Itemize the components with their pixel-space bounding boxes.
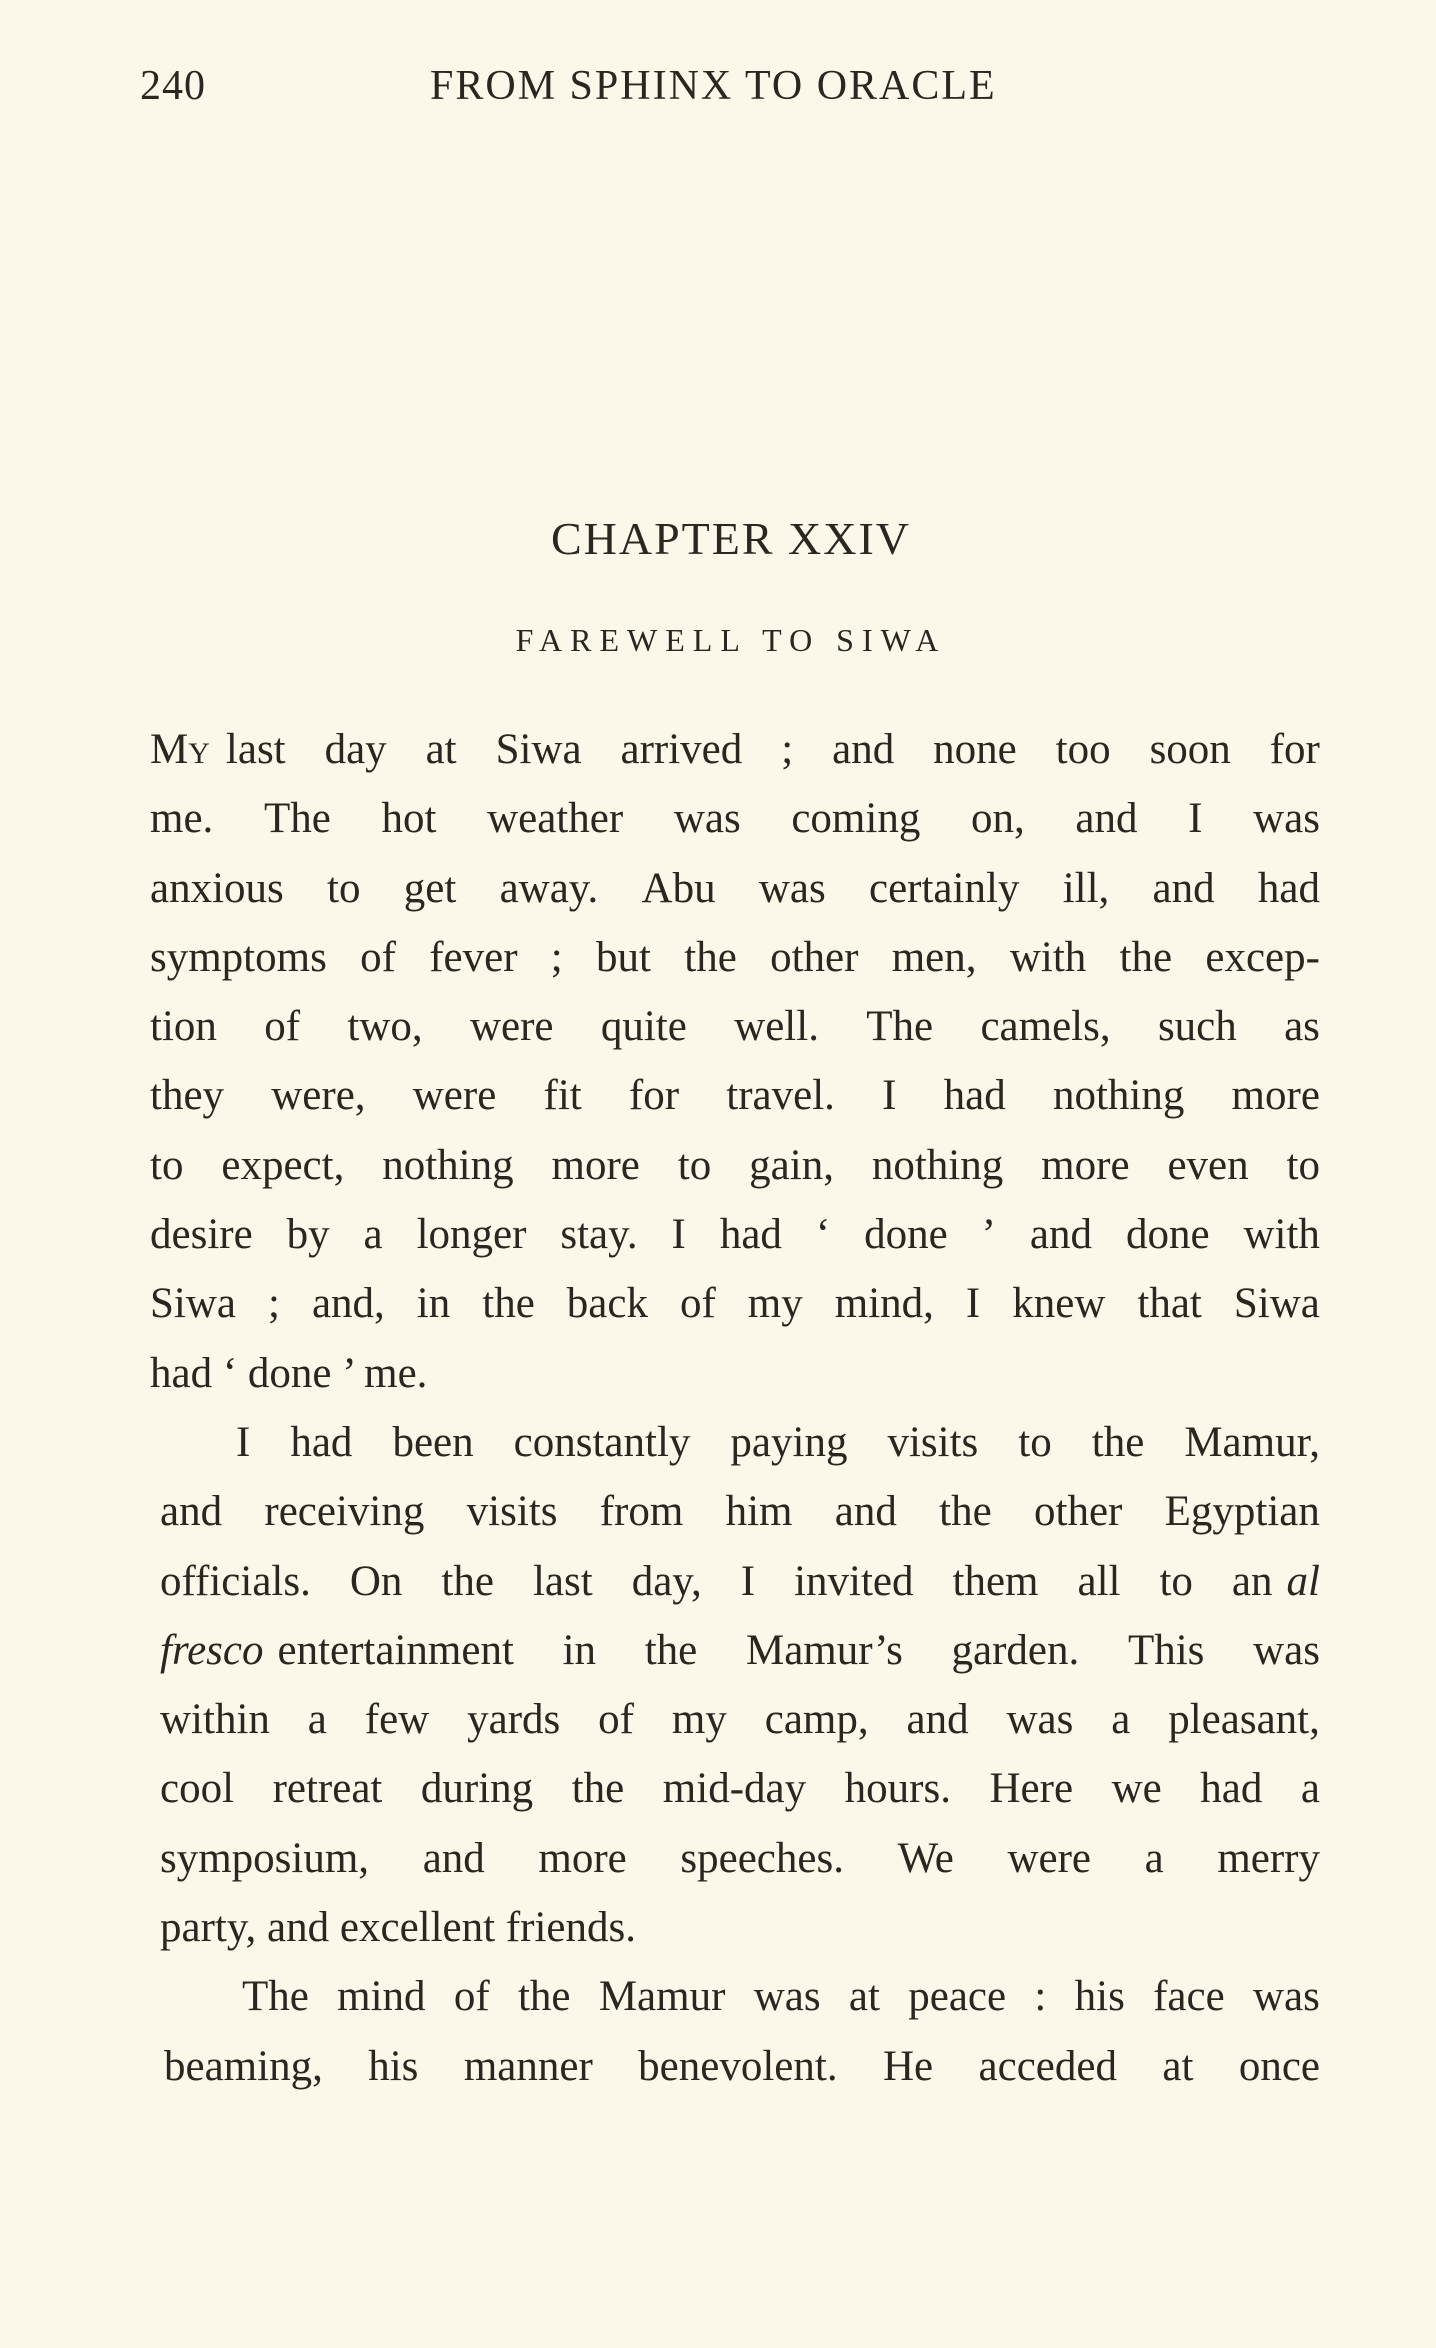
word: all <box>1077 1557 1121 1605</box>
word: speeches. <box>680 1834 844 1882</box>
word: quite <box>600 1003 687 1051</box>
word: his <box>1074 1973 1125 2021</box>
word: camels, <box>980 1003 1111 1051</box>
word: of <box>360 933 396 981</box>
text-line <box>150 992 1320 1061</box>
word: soon <box>1149 726 1231 773</box>
word: back <box>566 1280 648 1328</box>
word: mid-day <box>662 1765 807 1813</box>
word: arrived <box>620 726 743 773</box>
word: to <box>150 1141 184 1189</box>
text-line <box>150 1200 1320 1269</box>
word: and, <box>311 1280 385 1328</box>
word: Egyptian <box>1164 1488 1320 1536</box>
word: camp, <box>764 1696 869 1744</box>
chapter-title: CHAPTER XXIV <box>550 513 912 564</box>
page-number: 240 <box>140 63 206 109</box>
word: fit <box>543 1072 582 1120</box>
word: beaming, <box>164 2042 323 2090</box>
word: had <box>943 1072 1006 1120</box>
word: with <box>1243 1211 1320 1259</box>
running-head <box>140 62 1320 122</box>
text-line <box>150 1962 1320 2031</box>
word: done <box>864 1211 948 1259</box>
word: were, <box>271 1072 366 1120</box>
line-text <box>160 1824 1320 1893</box>
line-text: had ‘ done ’ me. <box>150 1349 428 1397</box>
word: I <box>236 1418 251 1466</box>
word: This <box>1127 1626 1205 1674</box>
word: The <box>866 1003 934 1051</box>
word: on, <box>970 795 1025 843</box>
word: more <box>551 1141 640 1189</box>
word: had <box>1200 1765 1263 1813</box>
word: certainly <box>869 864 1020 912</box>
word: a <box>363 1211 383 1259</box>
line-text: party, and excellent friends. <box>160 1904 636 1952</box>
word: ’ <box>981 1211 996 1259</box>
line-text <box>160 1547 1273 1616</box>
word: day, <box>631 1557 702 1605</box>
word: expect, <box>221 1141 345 1189</box>
word: other <box>1034 1488 1123 1536</box>
word: and <box>160 1488 223 1536</box>
word: was <box>1253 795 1320 843</box>
word: weather <box>487 795 624 843</box>
word: the <box>1119 933 1173 981</box>
word: pleasant, <box>1168 1696 1320 1744</box>
word: ill, <box>1062 864 1110 912</box>
word: was <box>1253 1626 1320 1674</box>
text-line <box>150 1131 1320 1200</box>
word: hours. <box>844 1765 951 1813</box>
word: to <box>677 1141 712 1189</box>
word: visits <box>466 1488 558 1536</box>
word: during <box>420 1765 534 1813</box>
word: to <box>1159 1557 1193 1605</box>
word: Mamur <box>598 1973 726 2021</box>
word: was <box>673 795 741 843</box>
line-text <box>160 1685 1320 1754</box>
word: even <box>1167 1141 1249 1189</box>
word: the <box>939 1488 992 1536</box>
word: had <box>719 1211 782 1259</box>
word: The <box>242 1973 309 2021</box>
word: and <box>1029 1211 1092 1259</box>
line-text <box>150 784 1320 853</box>
word: garden. <box>951 1626 1080 1674</box>
word: and <box>834 1488 897 1536</box>
word: a <box>1111 1696 1131 1744</box>
word: travel. <box>726 1072 835 1120</box>
word: Mamur, <box>1184 1418 1320 1466</box>
word: day <box>324 726 387 773</box>
word: the <box>517 1973 571 2021</box>
word: none <box>933 726 1017 773</box>
word: away. <box>499 864 599 912</box>
line-text <box>150 923 1320 992</box>
word: a <box>1144 1834 1164 1882</box>
word: paying <box>730 1418 848 1466</box>
text-line <box>150 1893 1320 1962</box>
word: entertainment <box>277 1626 514 1674</box>
word: and <box>1152 864 1215 912</box>
text-line <box>150 1824 1320 1893</box>
word: : <box>1034 1973 1047 2021</box>
text-line <box>150 1061 1320 1130</box>
word: to <box>327 864 361 912</box>
word: hot <box>381 795 437 843</box>
line-text <box>242 1962 1320 2031</box>
word: Mamur’s <box>745 1626 903 1674</box>
word: was <box>758 864 826 912</box>
word: Abu <box>641 864 716 912</box>
word: done <box>1125 1211 1210 1259</box>
word: I <box>740 1557 756 1605</box>
word: but <box>596 933 651 981</box>
word: retreat <box>272 1765 383 1813</box>
word: more <box>1231 1072 1320 1120</box>
line-text <box>160 1477 1320 1546</box>
word: such <box>1157 1003 1237 1051</box>
word: two, <box>347 1003 423 1051</box>
word: nothing <box>871 1141 1004 1189</box>
word: a <box>307 1696 327 1744</box>
word: other <box>770 933 859 981</box>
word: few <box>364 1696 430 1744</box>
word: me. <box>150 795 214 843</box>
word: visits <box>887 1418 979 1466</box>
word: to <box>1018 1418 1052 1466</box>
word: I <box>1188 795 1203 843</box>
line-text <box>150 854 1320 923</box>
word: in <box>416 1280 451 1328</box>
word: merry <box>1217 1834 1320 1882</box>
word: tion <box>150 1003 217 1051</box>
text-line <box>150 1339 1320 1408</box>
word: the <box>684 933 737 981</box>
word: face <box>1153 1973 1225 2021</box>
word: an <box>1231 1557 1273 1605</box>
word: constantly <box>513 1418 691 1466</box>
line-text <box>164 2032 1320 2101</box>
text-line <box>150 715 1320 784</box>
line-text <box>150 1131 1320 1200</box>
word: at <box>1162 2042 1194 2090</box>
word: the <box>1091 1418 1145 1466</box>
word: fever <box>429 933 518 981</box>
word: as <box>1284 1003 1320 1051</box>
word: On <box>349 1557 403 1605</box>
word: invited <box>794 1557 914 1605</box>
word: We <box>897 1834 954 1882</box>
chapter-subtitle: FAREWELL TO SIWA <box>515 622 947 658</box>
word: last <box>532 1557 593 1605</box>
word: peace <box>908 1973 1007 2021</box>
word: of <box>598 1696 634 1744</box>
line-text <box>150 1061 1320 1130</box>
drop-word: My <box>150 726 210 773</box>
word: was <box>753 1973 821 2021</box>
italic-phrase: al <box>1286 1557 1320 1605</box>
word: gain, <box>749 1141 834 1189</box>
italic-phrase: fresco <box>160 1626 264 1674</box>
word: The <box>263 795 331 843</box>
word: the <box>644 1626 698 1674</box>
word: the <box>571 1765 625 1813</box>
word: was <box>1252 1973 1320 2021</box>
text-line <box>150 1408 1320 1477</box>
word: acceded <box>978 2042 1117 2090</box>
word: ‘ <box>815 1211 831 1259</box>
word: were <box>469 1003 554 1051</box>
word: stay. <box>560 1211 638 1259</box>
word: his <box>368 2042 419 2090</box>
text-line <box>150 1616 1320 1685</box>
word: nothing <box>1052 1072 1185 1120</box>
text-line <box>150 923 1320 992</box>
word: them <box>952 1557 1039 1605</box>
word: officials. <box>160 1557 311 1605</box>
word: a <box>1300 1765 1320 1813</box>
word: with <box>1009 933 1087 981</box>
word: they <box>150 1072 225 1120</box>
word: within <box>160 1696 270 1744</box>
word: too <box>1055 726 1111 773</box>
word: mind, <box>834 1280 934 1328</box>
word: ; <box>550 933 563 981</box>
word: well. <box>734 1003 819 1051</box>
word: manner <box>463 2042 593 2090</box>
word: knew <box>1012 1280 1106 1328</box>
line-text <box>150 992 1320 1061</box>
text-line <box>150 854 1320 923</box>
line-text <box>160 1754 1320 1823</box>
word: Siwa <box>1233 1280 1320 1328</box>
text-line <box>150 2032 1320 2101</box>
word: at <box>848 1973 880 2021</box>
word: him <box>725 1488 793 1536</box>
text-line <box>150 1754 1320 1823</box>
word: symposium, <box>160 1834 370 1882</box>
word: was <box>1006 1696 1074 1744</box>
word: were <box>1007 1834 1091 1882</box>
text-line <box>150 1269 1320 1338</box>
word: Siwa <box>495 726 582 773</box>
word: had <box>290 1418 353 1466</box>
word: at <box>425 726 457 773</box>
word: receiving <box>264 1488 425 1536</box>
word: in <box>562 1626 597 1674</box>
word: my <box>747 1280 803 1328</box>
word: of <box>264 1003 301 1051</box>
word: once <box>1238 2042 1320 2090</box>
word: more <box>538 1834 627 1882</box>
word: excep- <box>1205 933 1320 981</box>
word: anxious <box>150 864 284 912</box>
word: ; <box>268 1280 280 1328</box>
line-text <box>150 1269 1320 1338</box>
line-text <box>236 1408 1320 1477</box>
word: Siwa <box>150 1280 236 1328</box>
word: I <box>965 1280 981 1328</box>
text-line <box>150 1685 1320 1754</box>
word: my <box>671 1696 727 1744</box>
word: desire <box>150 1211 253 1259</box>
word: by <box>286 1211 330 1259</box>
text-line <box>150 1477 1320 1546</box>
word: for <box>1269 726 1320 773</box>
word: Here <box>989 1765 1074 1813</box>
word: symptoms <box>150 933 327 981</box>
word: we <box>1111 1765 1162 1813</box>
word: of <box>679 1280 716 1328</box>
line-text <box>210 715 1320 784</box>
word: the <box>482 1280 535 1328</box>
word: the <box>441 1557 494 1605</box>
word: for <box>628 1072 680 1120</box>
word: of <box>453 1973 490 2021</box>
word: longer <box>416 1211 527 1259</box>
word: ; <box>781 726 794 773</box>
word: from <box>599 1488 684 1536</box>
word: that <box>1137 1280 1202 1328</box>
word: and <box>1075 795 1138 843</box>
word: nothing <box>382 1141 514 1189</box>
text-line <box>150 784 1320 853</box>
text-line <box>150 1547 1320 1616</box>
word: more <box>1041 1141 1130 1189</box>
word: been <box>392 1418 474 1466</box>
word: mind <box>337 1973 426 2021</box>
word: had <box>1257 864 1320 912</box>
word: last <box>225 726 286 773</box>
word: cool <box>160 1765 235 1813</box>
word: I <box>671 1211 686 1259</box>
word: and <box>832 726 895 773</box>
word: coming <box>791 795 921 843</box>
line-text <box>278 1616 1321 1685</box>
word: and <box>906 1696 969 1744</box>
word: men, <box>891 933 977 981</box>
word: to <box>1286 1141 1320 1189</box>
word: I <box>882 1072 897 1120</box>
word: get <box>403 864 457 912</box>
word: and <box>422 1834 485 1882</box>
line-text <box>150 1200 1320 1269</box>
body-text <box>150 715 1320 2101</box>
word: yards <box>467 1696 561 1744</box>
running-title: FROM SPHINX TO ORACLE <box>430 63 997 109</box>
word: benevolent. <box>638 2042 838 2090</box>
word: He <box>882 2042 934 2090</box>
word: were <box>412 1072 497 1120</box>
